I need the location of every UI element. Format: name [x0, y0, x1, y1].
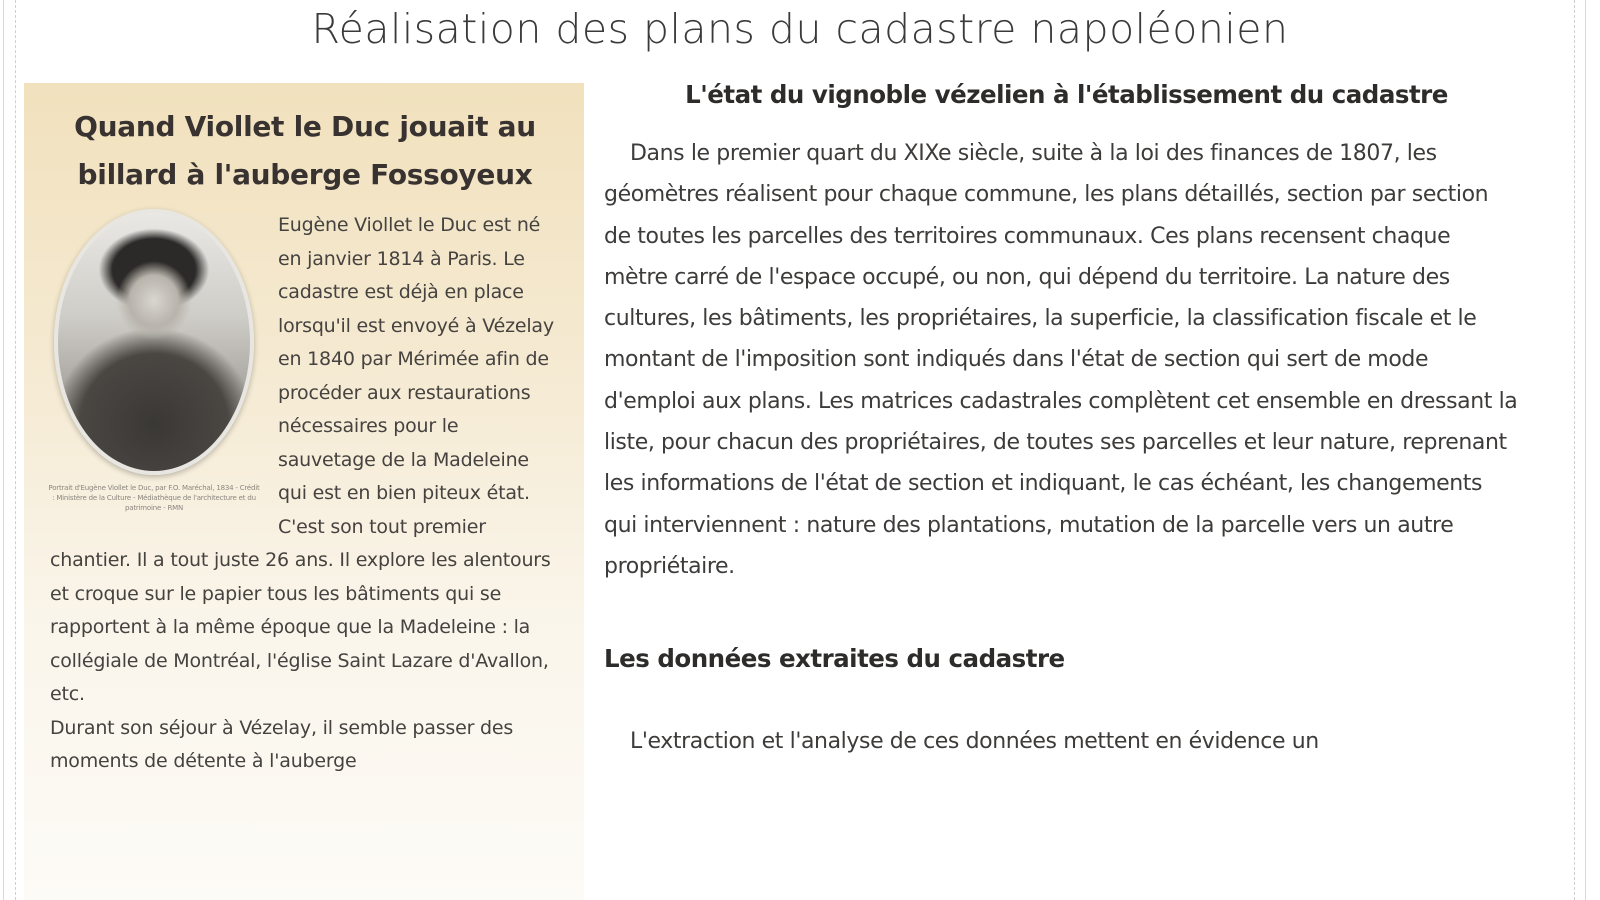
section-body-donnees	[604, 721, 1519, 762]
sidebar-article	[50, 209, 560, 779]
sidebar-paragraph: C'est son tout premier chantier. Il a tout juste 26 ans. Il explore les alentours et croque sur le papier tous les bâtiments qui se rapportent à la même époque que la Madeleine : la collégiale de Montréal, l'église Saint Lazare d'Avallon, etc.	[50, 515, 551, 705]
section-body-vignoble	[604, 133, 1519, 587]
portrait-figure	[44, 209, 264, 513]
sidebar-paragraph: Durant son séjour à Vézelay, il semble passer des moments de détente à l'auberge	[50, 716, 514, 772]
sidebar-box	[24, 83, 584, 900]
section-text: Dans le premier quart du XIXe siècle, suite à la loi des finances de 1807, les géomètres réalisent pour chaque commune, les plans détaillés, section par section de toutes les parcelles des territoires communaux. Ces plans recensent chaque mètre carré de l'espace occupé, ou non, qui dépend du territoire. La nature des cultures, les bâtiments, les propriétaires, la superficie, la classification fiscale et le montant de l'imposition sont indiqués dans l'état de section qui sert de mode d'emploi aux plans. Les matrices cadastrales complètent cet ensemble en dressant la liste, pour chacun des propriétaires, de toutes ses parcelles et leur nature, reprenant les informations de l'état de section et indiquant, le cas échéant, les changements qui interviennent : nature des plantations, mutation de la parcelle vers un autre propriétaire.	[604, 141, 1518, 579]
section-heading-vignoble: L'état du vignoble vézelien à l'établissement du cadastre	[685, 80, 1448, 109]
portrait-caption: Portrait d'Eugène Viollet le Duc, par F.O. Maréchal, 1834 - Crédit : Ministère de la Culture - Médiathèque de l'architecture et du patrimoine - RMN	[48, 484, 260, 512]
sidebar-paragraph: Eugène Viollet le Duc est né en janvier 1814 à Paris. Le cadastre est déjà en place lorsqu'il est envoyé à Vézelay en 1840 par Mérimée afin de procéder aux restaurations nécessaires pour le sauvetage de la Madeleine qui est en bien piteux état.	[278, 214, 554, 504]
main-content	[604, 75, 1519, 763]
sidebar-title: Quand Viollet le Duc jouait au billard à l'auberge Fossoyeux	[74, 110, 536, 191]
page-title: Réalisation des plans du cadastre napoléonien	[311, 5, 1289, 54]
section-text: L'extraction et l'analyse de ces données mettent en évidence un	[630, 729, 1319, 755]
portrait-image	[54, 209, 254, 475]
section-heading-donnees: Les données extraites du cadastre	[604, 644, 1065, 674]
